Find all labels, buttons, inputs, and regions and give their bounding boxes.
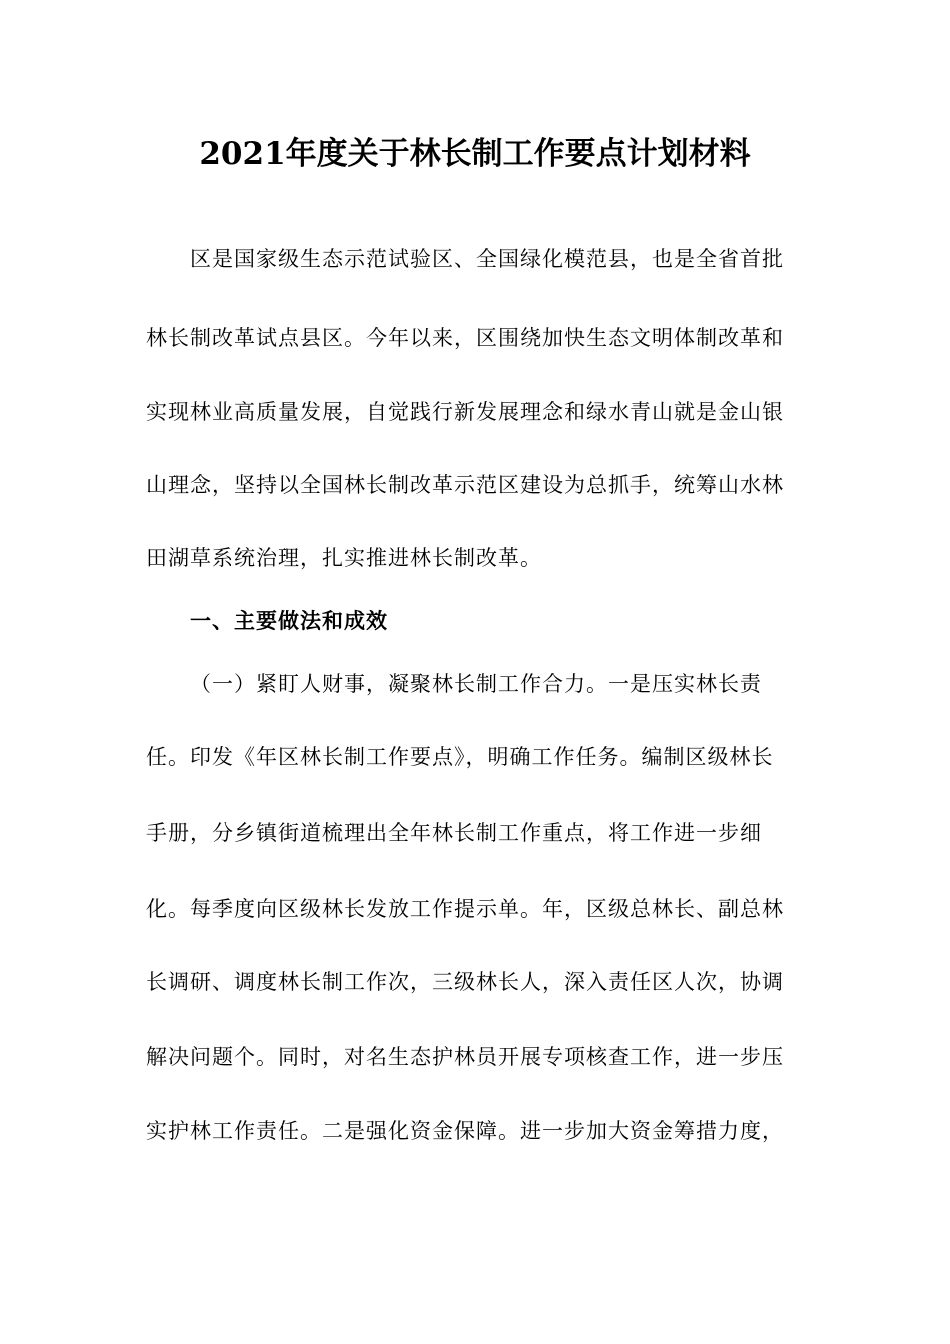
body-line-6: 解决问题个。同时，对名生态护林员开展专项核查工作，进一步压 <box>146 1045 784 1069</box>
body-line-3: 手册，分乡镇街道梳理出全年林长制工作重点，将工作进一步细 <box>146 821 762 845</box>
body-line-2: 任。印发《年区林长制工作要点》，明确工作任务。编制区级林长 <box>146 745 774 769</box>
body-line-5: 长调研、调度林长制工作次，三级林长人，深入责任区人次，协调 <box>146 970 784 994</box>
intro-line-2: 林长制改革试点县区。今年以来，区围绕加快生态文明体制改革和 <box>146 326 784 350</box>
intro-line-1: 区是国家级生态示范试验区、全国绿化模范县，也是全省首批 <box>190 247 784 271</box>
body-line-1: （一）紧盯人财事，凝聚林长制工作合力。一是压实林长责 <box>190 672 762 696</box>
body-line-4: 化。每季度向区级林长发放工作提示单。年，区级总林长、副总林 <box>146 897 784 921</box>
section-heading: 一、主要做法和成效 <box>190 608 388 633</box>
intro-line-5: 田湖草系统治理，扎实推进林长制改革。 <box>146 546 542 570</box>
intro-line-3: 实现林业高质量发展，自觉践行新发展理念和绿水青山就是金山银 <box>146 400 784 424</box>
intro-line-4: 山理念，坚持以全国林长制改革示范区建设为总抓手，统筹山水林 <box>146 473 784 497</box>
body-line-7: 实护林工作责任。二是强化资金保障。进一步加大资金筹措力度， <box>146 1119 784 1143</box>
document-title: 2021年度关于林长制工作要点计划材料 <box>199 136 751 172</box>
